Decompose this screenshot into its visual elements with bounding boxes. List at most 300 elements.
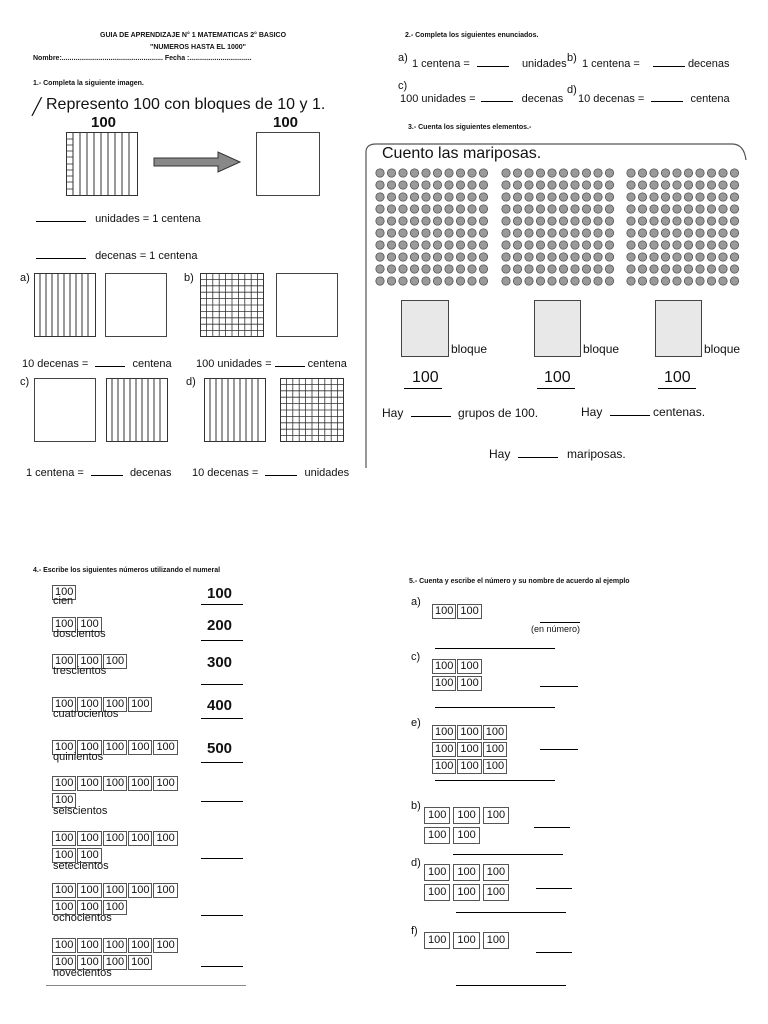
butterfly-icon [707, 229, 715, 237]
underline [658, 388, 696, 389]
hundred-chip: 100 [424, 884, 450, 901]
hundred-chip: 100 [52, 793, 76, 808]
butterfly-icon [468, 277, 476, 285]
butterfly-icon [661, 241, 669, 249]
answer-blank[interactable] [95, 366, 125, 367]
number-answer-line[interactable] [540, 686, 578, 687]
butterfly-icon [410, 169, 418, 177]
answer-line[interactable] [201, 858, 243, 859]
number-word: novecientos [53, 967, 112, 979]
butterfly-icon [468, 241, 476, 249]
number-word: seiscientos [53, 805, 108, 817]
butterfly-icon [730, 277, 738, 285]
chip-row [432, 673, 483, 691]
butterfly-icon [605, 217, 613, 225]
butterfly-icon [627, 193, 635, 201]
butterfly-icon [387, 265, 395, 273]
butterfly-icon [661, 193, 669, 201]
butterfly-icon [468, 265, 476, 273]
butterfly-icon [650, 181, 658, 189]
butterfly-icon [445, 181, 453, 189]
butterfly-icon [525, 277, 533, 285]
butterfly-icon [399, 193, 407, 201]
hay3-left: Hay [489, 447, 511, 461]
butterfly-icon [399, 205, 407, 213]
butterfly-icon [719, 205, 727, 213]
butterfly-icon [684, 205, 692, 213]
butterfly-icon [479, 277, 487, 285]
butterfly-icon [730, 169, 738, 177]
butterfly-icon [638, 205, 646, 213]
butterfly-icon [410, 277, 418, 285]
butterfly-icon [673, 181, 681, 189]
butterfly-icon [582, 217, 590, 225]
butterfly-icon [410, 193, 418, 201]
group-value-3: 100 [664, 369, 691, 386]
hundred-chip: 100 [457, 659, 481, 674]
butterfly-icon [376, 217, 384, 225]
answer-line[interactable] [201, 684, 243, 685]
butterfly-icon [638, 229, 646, 237]
butterfly-icon [719, 241, 727, 249]
butterfly-icon [433, 265, 441, 273]
butterfly-icon [696, 277, 704, 285]
answer-blank[interactable] [91, 475, 123, 476]
butterfly-icon [548, 205, 556, 213]
butterfly-icon [513, 265, 521, 273]
butterfly-icon [399, 169, 407, 177]
hundred-chip: 100 [52, 617, 76, 632]
hundred-chip: 100 [52, 900, 76, 915]
butterfly-icon [502, 265, 510, 273]
hundred-chip: 100 [432, 676, 456, 691]
butterfly-icon [387, 277, 395, 285]
chip-row [52, 773, 179, 791]
butterfly-icon [730, 193, 738, 201]
answer-line[interactable] [201, 718, 243, 719]
butterfly-icon [433, 217, 441, 225]
hundred-chip: 100 [483, 742, 507, 757]
butterfly-icon [468, 205, 476, 213]
butterfly-icon [696, 217, 704, 225]
hundred-chip: 100 [483, 807, 509, 824]
answer-blank[interactable] [610, 415, 650, 416]
butterfly-icon [559, 217, 567, 225]
answer-value: 300 [207, 654, 233, 671]
answer-value: 500 [207, 740, 233, 757]
butterfly-icon [525, 241, 533, 249]
butterfly-icon [559, 253, 567, 261]
hundred-chip: 100 [52, 585, 76, 600]
ten-rods-a [34, 273, 96, 337]
butterfly-icon [433, 169, 441, 177]
butterfly-icon [719, 193, 727, 201]
butterfly-icon [696, 193, 704, 201]
chip-row [432, 739, 508, 757]
butterfly-icon [673, 193, 681, 201]
butterfly-icon [513, 253, 521, 261]
item-b-text [196, 358, 347, 370]
butterfly-icon [559, 169, 567, 177]
butterfly-icon [502, 193, 510, 201]
hundred-chip: 100 [483, 932, 509, 949]
butterfly-icon [594, 169, 602, 177]
butterfly-icon [650, 229, 658, 237]
name-answer-line[interactable] [456, 985, 566, 986]
hundred-chip: 100 [453, 884, 479, 901]
butterfly-icon [594, 205, 602, 213]
butterfly-icon [513, 229, 521, 237]
butterfly-icon [673, 241, 681, 249]
hundred-chip: 100 [483, 725, 507, 740]
answer-line[interactable] [201, 762, 243, 763]
hundred-chip: 100 [424, 807, 450, 824]
butterfly-icon [673, 217, 681, 225]
name-answer-line[interactable] [456, 912, 566, 913]
answer-blank[interactable] [36, 221, 86, 222]
answer-blank[interactable] [411, 416, 451, 417]
hundred-chip: 100 [77, 938, 101, 953]
butterfly-icon [479, 241, 487, 249]
hundred-chip: 100 [52, 740, 76, 755]
butterfly-icon [707, 193, 715, 201]
butterfly-icon [605, 193, 613, 201]
chip-row [424, 825, 483, 844]
unit-grid-b [200, 273, 264, 337]
butterfly-icon [582, 181, 590, 189]
butterfly-icon [433, 205, 441, 213]
hundred-flat-block [256, 132, 320, 196]
hundred-chip: 100 [52, 831, 76, 846]
butterfly-icon [582, 169, 590, 177]
a-left-text: 10 decenas = [22, 358, 89, 370]
butterfly-icon [422, 217, 430, 225]
butterfly-icon [661, 217, 669, 225]
number-answer-line[interactable] [536, 952, 572, 953]
item-a-label: a) [20, 272, 30, 284]
hundred-chip: 100 [77, 697, 101, 712]
hay1-left: Hay [382, 406, 404, 420]
butterfly-icon [548, 217, 556, 225]
butterfly-icon [479, 229, 487, 237]
hundred-chip: 100 [52, 776, 76, 791]
hay2-right: centenas. [653, 405, 706, 419]
name-answer-line[interactable] [435, 707, 555, 708]
hundred-chip: 100 [52, 938, 76, 953]
item-d-text [192, 467, 349, 479]
butterfly-icon [719, 181, 727, 189]
butterfly-icon [376, 193, 384, 201]
butterfly-icon [661, 229, 669, 237]
hay-centenas-row [581, 405, 705, 419]
butterfly-icon [571, 217, 579, 225]
butterfly-icon [456, 205, 464, 213]
chip-row [424, 862, 512, 881]
butterfly-icon [661, 181, 669, 189]
item-d-label: d) [186, 376, 196, 388]
answer-line[interactable] [201, 915, 243, 916]
answer-value: 200 [207, 617, 233, 634]
butterfly-icon [707, 265, 715, 273]
butterfly-icon [479, 217, 487, 225]
arrow-right-icon [152, 150, 244, 174]
hundred-chip: 100 [457, 676, 481, 691]
section3-instruction: 3.- Cuenta los siguientes elementos.- [408, 124, 532, 131]
butterfly-icon [730, 241, 738, 249]
butterfly-icon [719, 169, 727, 177]
butterfly-icon [707, 253, 715, 261]
butterfly-icon [571, 193, 579, 201]
butterfly-icon [399, 229, 407, 237]
butterfly-icon [502, 229, 510, 237]
hundred-chip: 100 [103, 938, 127, 953]
butterfly-icon [410, 205, 418, 213]
s2-c-row [400, 93, 563, 105]
hundred-chip: 100 [77, 900, 101, 915]
bloque-label-2: bloque [583, 342, 620, 356]
butterfly-icon [536, 193, 544, 201]
answer-blank[interactable] [275, 366, 305, 367]
butterfly-icon [571, 265, 579, 273]
chip-row [52, 828, 179, 846]
butterfly-icon [468, 229, 476, 237]
butterfly-icon [627, 217, 635, 225]
hundred-chip: 100 [103, 883, 127, 898]
butterfly-icon [376, 277, 384, 285]
s2-b-row [582, 58, 730, 70]
butterfly-icon [594, 265, 602, 273]
butterfly-icon [410, 217, 418, 225]
eq2-row [36, 250, 198, 262]
butterfly-icon [502, 253, 510, 261]
hundred-chip: 100 [103, 740, 127, 755]
s2-b-right: decenas [687, 58, 730, 70]
butterfly-icon [399, 253, 407, 261]
hundred-chip: 100 [453, 807, 479, 824]
s2-d-row [578, 93, 730, 105]
butterfly-icon [548, 229, 556, 237]
butterfly-icon [650, 277, 658, 285]
butterfly-icon [684, 277, 692, 285]
butterfly-icon [707, 205, 715, 213]
butterfly-icon [559, 229, 567, 237]
name-answer-line[interactable] [435, 780, 555, 781]
butterfly-icon [376, 241, 384, 249]
butterfly-icon [673, 205, 681, 213]
hundred-chip: 100 [77, 654, 101, 669]
hundred-chip: 100 [128, 938, 152, 953]
s2-a-row [412, 58, 567, 70]
butterfly-icon [445, 241, 453, 249]
hundred-chip: 100 [77, 848, 101, 863]
hundred-chip: 100 [52, 848, 76, 863]
hay3-right: mariposas. [567, 447, 626, 461]
hundred-chip: 100 [432, 742, 456, 757]
answer-line[interactable] [201, 604, 243, 605]
butterfly-icon [696, 241, 704, 249]
butterfly-icon [410, 253, 418, 261]
underline [404, 388, 442, 389]
d-left-text: 10 decenas = [192, 467, 259, 479]
butterfly-icon [548, 193, 556, 201]
butterfly-icon [387, 193, 395, 201]
pencil-icon: ╱ [32, 99, 42, 116]
butterfly-icon [479, 253, 487, 261]
name-answer-line[interactable] [435, 648, 555, 649]
butterfly-icon [696, 169, 704, 177]
name-date-line: Nombre:.................................................... Fecha :................................ [33, 55, 252, 62]
answer-line[interactable] [201, 640, 243, 641]
butterfly-icon [582, 277, 590, 285]
butterfly-icon [661, 205, 669, 213]
hundred-chip: 100 [424, 864, 450, 881]
number-word: setecientos [53, 860, 109, 872]
butterfly-icon [719, 253, 727, 261]
d-right-text: unidades [304, 467, 350, 479]
butterfly-icon [730, 229, 738, 237]
butterfly-icon [525, 181, 533, 189]
butterfly-icon [456, 265, 464, 273]
butterfly-icon [456, 217, 464, 225]
hundred-chip: 100 [432, 725, 456, 740]
chip-row [424, 882, 512, 901]
butterfly-icon [650, 217, 658, 225]
butterfly-icon [571, 169, 579, 177]
number-answer-line[interactable] [540, 749, 578, 750]
answer-blank[interactable] [518, 457, 558, 458]
butterfly-icon [571, 241, 579, 249]
butterfly-icon [399, 277, 407, 285]
butterfly-icon [468, 181, 476, 189]
butterfly-icon [399, 265, 407, 273]
butterfly-icon [730, 253, 738, 261]
butterfly-icon [387, 253, 395, 261]
answer-blank[interactable] [36, 258, 86, 259]
butterfly-icon [536, 241, 544, 249]
butterfly-icon [559, 277, 567, 285]
hundred-chip: 100 [128, 831, 152, 846]
answer-blank[interactable] [265, 475, 297, 476]
bloque-label-1: bloque [451, 342, 488, 356]
butterfly-icon [650, 265, 658, 273]
b-right-text: centena [307, 358, 347, 370]
butterfly-icon [536, 169, 544, 177]
butterfly-icon [707, 217, 715, 225]
name-answer-line[interactable] [453, 854, 563, 855]
number-answer-line[interactable] [536, 888, 572, 889]
butterfly-icon [638, 181, 646, 189]
butterfly-icon [638, 169, 646, 177]
item-label: b) [411, 800, 421, 812]
butterfly-icon [650, 253, 658, 261]
butterfly-icon [571, 205, 579, 213]
section1-instruction: 1.- Completa la siguiente imagen. [33, 80, 144, 87]
butterfly-icon [582, 205, 590, 213]
butterfly-icon [479, 169, 487, 177]
butterfly-icon [376, 181, 384, 189]
hundred-chip: 100 [77, 776, 101, 791]
butterfly-icon [433, 241, 441, 249]
b-left-text: 100 unidades = [196, 358, 272, 370]
butterfly-icon [730, 181, 738, 189]
butterfly-icon [673, 265, 681, 273]
butterfly-icon [627, 205, 635, 213]
c-left-text: 1 centena = [26, 467, 84, 479]
butterfly-icon [582, 253, 590, 261]
butterfly-icon [650, 169, 658, 177]
number-answer-line[interactable] [534, 827, 570, 828]
section1-heading: Represento 100 con bloques de 10 y 1. [46, 96, 326, 113]
butterfly-icon [684, 193, 692, 201]
butterfly-icon [605, 265, 613, 273]
butterfly-icon [661, 169, 669, 177]
butterfly-icon [594, 277, 602, 285]
hundred-chip: 100 [457, 725, 481, 740]
butterfly-icon [456, 169, 464, 177]
hundred-chip: 100 [103, 831, 127, 846]
butterfly-icon [571, 229, 579, 237]
butterfly-icon [605, 205, 613, 213]
section2-instruction: 2.- Completa los siguientes enunciados. [405, 32, 539, 39]
item-label: e) [411, 717, 421, 729]
hundred-chip: 100 [453, 827, 479, 844]
butterfly-icon [468, 193, 476, 201]
number-word: quinientos [53, 751, 104, 763]
hundred-chip: 100 [128, 697, 152, 712]
butterfly-icon [627, 241, 635, 249]
butterfly-icon [673, 253, 681, 261]
butterfly-icon [707, 181, 715, 189]
hundred-chip: 100 [103, 697, 127, 712]
hundred-chip: 100 [457, 604, 481, 619]
butterfly-icon [387, 169, 395, 177]
butterfly-icon [730, 205, 738, 213]
butterfly-icon [525, 265, 533, 273]
butterfly-icon [410, 265, 418, 273]
butterfly-icon [627, 169, 635, 177]
butterfly-icon [456, 229, 464, 237]
butterfly-icon [410, 181, 418, 189]
butterfly-icon [571, 253, 579, 261]
hundred-chip: 100 [128, 740, 152, 755]
s2-d-right: centena [690, 93, 730, 105]
answer-line[interactable] [201, 966, 243, 967]
s2-a-label: a) [398, 52, 408, 64]
item-label: c) [411, 651, 421, 663]
hundred-chip: 100 [457, 759, 481, 774]
butterfly-icon [559, 181, 567, 189]
butterfly-icon [468, 253, 476, 261]
butterfly-icon [684, 229, 692, 237]
butterfly-icon [594, 217, 602, 225]
butterfly-icon [479, 265, 487, 273]
item-c-text [26, 467, 172, 479]
butterfly-icon [661, 253, 669, 261]
butterfly-icon [638, 217, 646, 225]
hundred-flat-b [276, 273, 338, 337]
butterfly-icon [559, 193, 567, 201]
answer-blank[interactable] [477, 66, 509, 67]
number-word: doscientos [53, 628, 106, 640]
butterfly-icon [410, 229, 418, 237]
butterfly-icon [422, 193, 430, 201]
answer-blank[interactable] [481, 101, 513, 102]
answer-blank[interactable] [653, 66, 685, 67]
butterfly-icon [548, 241, 556, 249]
butterfly-icon [456, 181, 464, 189]
answer-line[interactable] [201, 801, 243, 802]
answer-blank[interactable] [651, 101, 683, 102]
